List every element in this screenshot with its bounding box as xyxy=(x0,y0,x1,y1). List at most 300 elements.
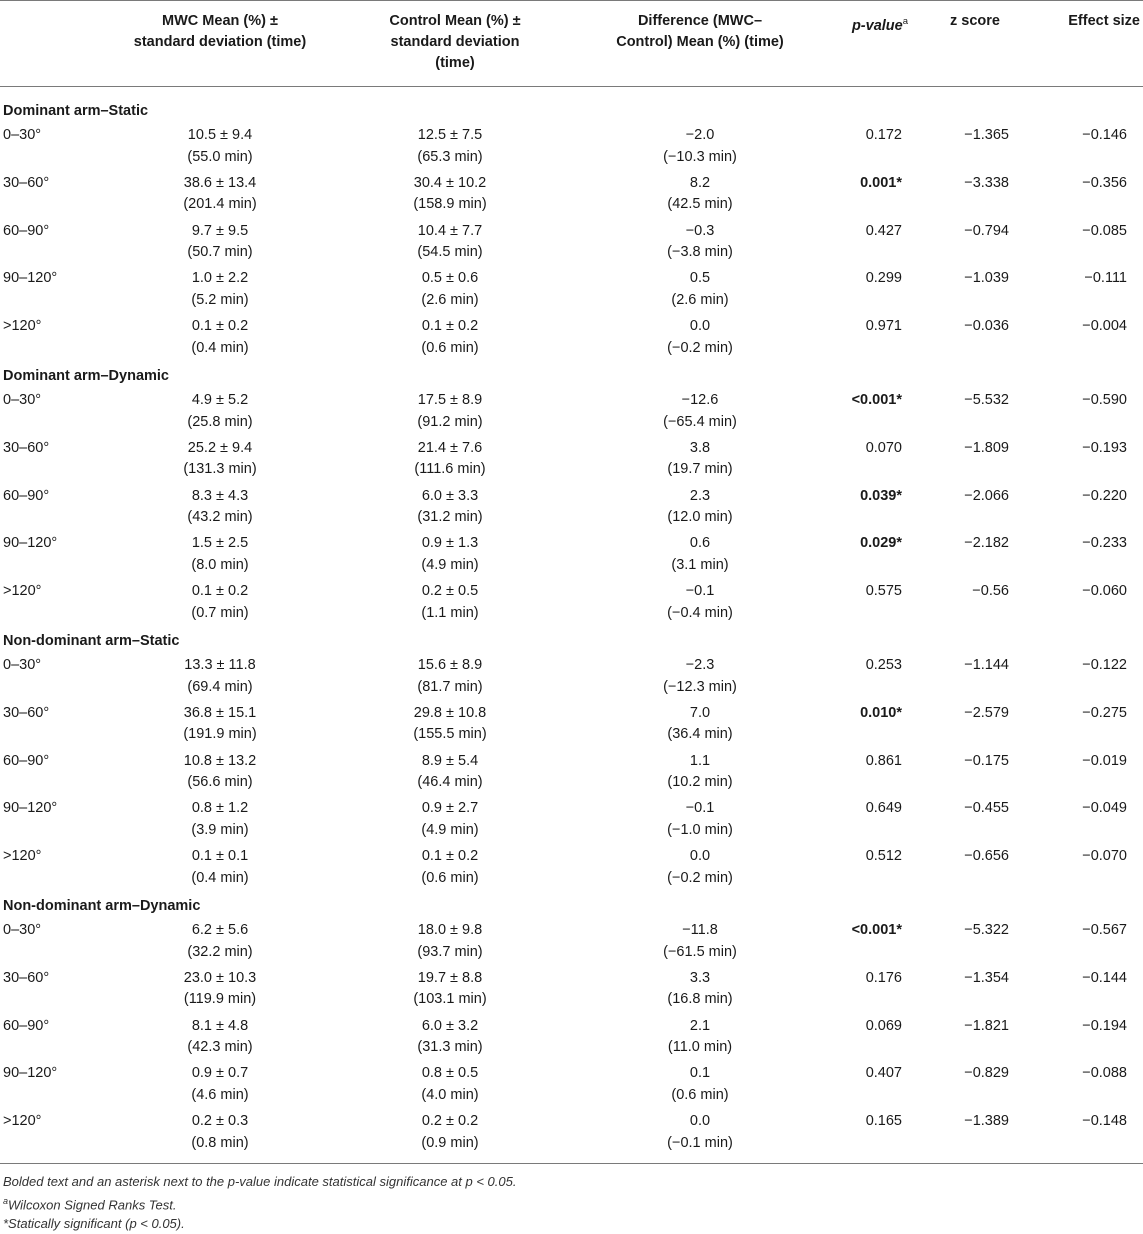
mwc-cell xyxy=(130,1063,310,1106)
difference-cell xyxy=(600,846,800,889)
header-rule xyxy=(0,86,1143,87)
z-score: −1.354 xyxy=(964,969,1009,986)
effect-size: −0.070 xyxy=(1082,848,1127,865)
z-score: −1.144 xyxy=(964,657,1009,673)
control-cell xyxy=(360,221,540,264)
footnote-a-mark: a xyxy=(3,1195,9,1206)
mwc-cell xyxy=(130,221,310,264)
footnote-a xyxy=(3,1192,516,1215)
angle-range-label: >120° xyxy=(3,848,42,865)
z-score: −5.532 xyxy=(964,392,1009,408)
header-pvalue-label: p-value xyxy=(851,17,903,34)
control-cell xyxy=(360,268,540,311)
control-cell xyxy=(360,438,540,481)
header-effect-size: Effect size xyxy=(1068,13,1140,29)
difference-mean: −0.1 xyxy=(685,583,715,600)
mwc-time: (5.2 min) xyxy=(191,291,249,308)
control-cell xyxy=(360,581,540,624)
z-score: −1.039 xyxy=(964,270,1009,287)
p-value: 0.001* xyxy=(860,174,902,191)
table-row xyxy=(0,968,1143,1016)
z-score: −2.182 xyxy=(964,535,1009,552)
mwc-time: (56.6 min) xyxy=(187,774,253,791)
control-time: (2.6 min) xyxy=(421,291,479,308)
mwc-cell xyxy=(130,390,310,433)
difference-cell xyxy=(600,703,800,746)
control-mean: 19.7 ± 8.8 xyxy=(417,969,483,986)
control-mean: 0.9 ± 1.3 xyxy=(421,535,479,552)
difference-mean: −2.3 xyxy=(685,657,715,673)
z-score: −5.322 xyxy=(964,922,1009,938)
z-score: −0.455 xyxy=(964,800,1009,817)
effect-size: −0.220 xyxy=(1082,487,1127,504)
z-score: −2.066 xyxy=(964,487,1009,504)
table-row xyxy=(0,655,1143,703)
mwc-mean: 38.6 ± 13.4 xyxy=(183,174,257,191)
effect-size: −0.019 xyxy=(1082,752,1127,769)
mwc-time: (0.4 min) xyxy=(191,869,249,886)
difference-time: (−61.5 min) xyxy=(663,943,737,960)
angle-range-label: 0–30° xyxy=(3,922,42,938)
effect-size: −0.233 xyxy=(1082,535,1127,552)
table-row xyxy=(0,1016,1143,1064)
difference-cell xyxy=(600,533,800,576)
difference-time: (42.5 min) xyxy=(667,196,733,213)
mwc-cell xyxy=(130,920,310,963)
table-row xyxy=(0,581,1143,629)
difference-time: (19.7 min) xyxy=(667,461,733,478)
difference-time: (−10.3 min) xyxy=(663,148,737,165)
p-value: 0.172 xyxy=(865,127,902,143)
difference-time: (2.6 min) xyxy=(671,291,729,308)
difference-mean: 2.1 xyxy=(689,1017,711,1034)
header-difference: Difference (MWC–Control) Mean (%) (time) xyxy=(616,13,784,50)
mwc-mean: 8.1 ± 4.8 xyxy=(191,1017,249,1034)
mwc-time: (69.4 min) xyxy=(187,678,253,695)
section-title: Dominant arm–Dynamic xyxy=(3,368,169,384)
mwc-time: (50.7 min) xyxy=(187,244,253,261)
difference-mean: −12.6 xyxy=(681,392,719,408)
z-score: −0.036 xyxy=(964,318,1009,335)
mwc-mean: 0.1 ± 0.2 xyxy=(191,583,249,600)
effect-size: −0.060 xyxy=(1082,583,1127,600)
mwc-mean: 0.9 ± 0.7 xyxy=(191,1065,249,1082)
effect-size: −0.122 xyxy=(1082,657,1127,673)
mwc-cell xyxy=(130,798,310,841)
control-cell xyxy=(360,798,540,841)
difference-mean: 0.0 xyxy=(689,1113,711,1130)
control-cell xyxy=(360,968,540,1011)
z-score: −0.175 xyxy=(964,752,1009,769)
table-row xyxy=(0,390,1143,438)
difference-time: (11.0 min) xyxy=(667,1039,733,1056)
section-title: Non-dominant arm–Static xyxy=(3,633,180,649)
control-mean: 0.9 ± 2.7 xyxy=(421,800,479,817)
mwc-time: (55.0 min) xyxy=(187,148,253,165)
difference-cell xyxy=(600,438,800,481)
effect-size: −0.193 xyxy=(1082,439,1127,456)
effect-size: −0.356 xyxy=(1082,174,1127,191)
mwc-mean: 8.3 ± 4.3 xyxy=(191,487,249,504)
mwc-time: (8.0 min) xyxy=(191,556,249,573)
table-row xyxy=(0,920,1143,968)
mwc-cell xyxy=(130,486,310,529)
difference-mean: 3.3 xyxy=(689,969,711,986)
difference-mean: 0.0 xyxy=(689,848,711,865)
mwc-time: (32.2 min) xyxy=(187,943,253,960)
difference-mean: 0.6 xyxy=(689,535,711,552)
angle-range-label: 60–90° xyxy=(3,222,50,239)
mwc-mean: 1.0 ± 2.2 xyxy=(191,270,249,287)
control-mean: 0.2 ± 0.2 xyxy=(421,1113,479,1130)
control-time: (91.2 min) xyxy=(417,413,483,430)
z-score: −0.829 xyxy=(964,1065,1009,1082)
p-value: 0.299 xyxy=(865,270,902,287)
difference-cell xyxy=(600,581,800,624)
control-mean: 29.8 ± 10.8 xyxy=(413,704,487,721)
table-row xyxy=(0,533,1143,581)
mwc-mean: 0.1 ± 0.2 xyxy=(191,318,249,335)
effect-size: −0.088 xyxy=(1082,1065,1127,1082)
header-control: Control Mean (%) ± standard deviation (time) xyxy=(389,13,521,71)
mwc-mean: 13.3 ± 11.8 xyxy=(184,657,256,673)
difference-mean: −11.8 xyxy=(682,922,718,938)
angle-range-label: 30–60° xyxy=(3,969,50,986)
table-row xyxy=(0,125,1143,173)
p-value: 0.070 xyxy=(865,439,902,456)
mwc-cell xyxy=(130,533,310,576)
table-row xyxy=(0,798,1143,846)
p-value: 0.039* xyxy=(860,487,902,504)
control-cell xyxy=(360,1111,540,1154)
control-mean: 8.9 ± 5.4 xyxy=(421,752,479,769)
difference-cell xyxy=(600,655,800,698)
control-time: (54.5 min) xyxy=(417,244,483,261)
control-cell xyxy=(360,703,540,746)
control-mean: 17.5 ± 8.9 xyxy=(417,392,483,408)
effect-size: −0.148 xyxy=(1082,1113,1127,1130)
difference-time: (−0.4 min) xyxy=(667,604,733,621)
difference-time: (36.4 min) xyxy=(667,726,733,743)
mwc-time: (0.8 min) xyxy=(191,1134,249,1151)
control-mean: 12.5 ± 7.5 xyxy=(417,127,483,143)
control-cell xyxy=(360,486,540,529)
control-cell xyxy=(360,920,540,963)
control-cell xyxy=(360,390,540,433)
p-value: 0.861 xyxy=(865,752,902,769)
table-row xyxy=(0,316,1143,364)
angle-range-label: >120° xyxy=(3,1113,42,1130)
control-time: (4.9 min) xyxy=(421,821,479,838)
mwc-mean: 6.2 ± 5.6 xyxy=(191,922,249,938)
mwc-cell xyxy=(130,751,310,794)
section-title: Dominant arm–Static xyxy=(3,103,149,119)
footnote-bold: Bolded text and an asterisk next to the p-value indicate statistical significance at p < 0.05. xyxy=(3,1174,517,1189)
top-rule xyxy=(0,0,1143,1)
mwc-cell xyxy=(130,125,310,168)
effect-size: −0.111 xyxy=(1084,270,1127,287)
mwc-cell xyxy=(130,655,310,698)
control-time: (81.7 min) xyxy=(417,678,483,695)
difference-time: (10.2 min) xyxy=(667,774,733,791)
p-value: 0.649 xyxy=(865,800,902,817)
difference-time: (−3.8 min) xyxy=(667,244,733,261)
mwc-mean: 4.9 ± 5.2 xyxy=(191,392,249,408)
table-row xyxy=(0,751,1143,799)
control-mean: 6.0 ± 3.3 xyxy=(421,487,479,504)
mwc-cell xyxy=(130,268,310,311)
angle-range-label: 90–120° xyxy=(3,270,58,287)
p-value: 0.176 xyxy=(865,969,902,986)
p-value: <0.001* xyxy=(851,392,902,408)
footnote-star: *Statically significant (p < 0.05). xyxy=(3,1216,185,1232)
difference-cell xyxy=(600,390,800,433)
mwc-time: (4.6 min) xyxy=(191,1086,249,1103)
mwc-cell xyxy=(130,1111,310,1154)
control-time: (155.5 min) xyxy=(413,726,487,743)
control-mean: 0.1 ± 0.2 xyxy=(421,318,479,335)
p-value: 0.427 xyxy=(865,222,902,239)
p-value: 0.069 xyxy=(865,1017,902,1034)
table-row xyxy=(0,173,1143,221)
difference-cell xyxy=(600,486,800,529)
mwc-time: (201.4 min) xyxy=(183,196,257,213)
control-time: (1.1 min) xyxy=(421,604,479,621)
angle-range-label: 60–90° xyxy=(3,487,50,504)
difference-time: (−0.2 min) xyxy=(667,339,733,356)
effect-size: −0.146 xyxy=(1082,127,1127,143)
control-cell xyxy=(360,1016,540,1059)
difference-cell xyxy=(600,316,800,359)
mwc-time: (25.8 min) xyxy=(187,413,253,430)
z-score: −0.656 xyxy=(964,848,1009,865)
effect-size: −0.085 xyxy=(1082,222,1127,239)
effect-size: −0.567 xyxy=(1082,922,1127,938)
z-score: −2.579 xyxy=(964,704,1009,721)
angle-range-label: >120° xyxy=(3,583,42,600)
mwc-cell xyxy=(130,581,310,624)
control-mean: 30.4 ± 10.2 xyxy=(413,174,487,191)
difference-time: (12.0 min) xyxy=(667,509,733,526)
control-cell xyxy=(360,533,540,576)
effect-size: −0.194 xyxy=(1082,1017,1127,1034)
p-value: 0.165 xyxy=(865,1113,902,1130)
difference-cell xyxy=(600,221,800,264)
control-time: (4.0 min) xyxy=(421,1086,479,1103)
z-score: −1.389 xyxy=(964,1113,1009,1130)
difference-mean: 3.8 xyxy=(689,439,711,456)
control-time: (46.4 min) xyxy=(417,774,483,791)
table-row xyxy=(0,438,1143,486)
difference-time: (−0.2 min) xyxy=(667,869,733,886)
control-time: (111.6 min) xyxy=(414,461,486,478)
difference-mean: −2.0 xyxy=(685,127,715,143)
mwc-time: (0.4 min) xyxy=(191,339,249,356)
mwc-mean: 10.5 ± 9.4 xyxy=(187,127,253,143)
difference-time: (−1.0 min) xyxy=(667,821,733,838)
table-row xyxy=(0,486,1143,534)
control-mean: 0.1 ± 0.2 xyxy=(421,848,479,865)
mwc-mean: 9.7 ± 9.5 xyxy=(191,222,249,239)
p-value: 0.407 xyxy=(865,1065,902,1082)
control-cell xyxy=(360,173,540,216)
difference-cell xyxy=(600,1111,800,1154)
mwc-cell xyxy=(130,968,310,1011)
control-time: (31.2 min) xyxy=(417,509,483,526)
difference-cell xyxy=(600,125,800,168)
header-pvalue xyxy=(812,11,908,37)
angle-range-label: 30–60° xyxy=(3,704,50,721)
difference-time: (−65.4 min) xyxy=(663,413,737,430)
difference-mean: 2.3 xyxy=(689,487,711,504)
mwc-time: (43.2 min) xyxy=(187,509,253,526)
mwc-time: (42.3 min) xyxy=(187,1039,253,1056)
difference-time: (−12.3 min) xyxy=(663,678,737,695)
table-row xyxy=(0,221,1143,269)
mwc-mean: 25.2 ± 9.4 xyxy=(187,439,253,456)
control-time: (103.1 min) xyxy=(413,991,487,1008)
angle-range-label: 60–90° xyxy=(3,1017,50,1034)
mwc-mean: 0.1 ± 0.1 xyxy=(191,848,249,865)
control-cell xyxy=(360,316,540,359)
p-value: 0.512 xyxy=(865,848,902,865)
angle-range-label: 60–90° xyxy=(3,752,50,769)
z-score: −1.821 xyxy=(964,1017,1009,1034)
control-cell xyxy=(360,1063,540,1106)
difference-mean: 8.2 xyxy=(689,174,711,191)
control-mean: 0.8 ± 0.5 xyxy=(421,1065,479,1082)
p-value: 0.010* xyxy=(860,704,902,721)
p-value: 0.029* xyxy=(860,535,902,552)
table-row xyxy=(0,703,1143,751)
effect-size: −0.590 xyxy=(1082,392,1127,408)
control-time: (0.6 min) xyxy=(421,869,479,886)
angle-range-label: 0–30° xyxy=(3,657,42,673)
difference-time: (0.6 min) xyxy=(671,1086,729,1103)
effect-size: −0.275 xyxy=(1082,704,1127,721)
difference-cell xyxy=(600,751,800,794)
control-time: (4.9 min) xyxy=(421,556,479,573)
control-mean: 15.6 ± 8.9 xyxy=(417,657,483,673)
mwc-mean: 0.8 ± 1.2 xyxy=(191,800,249,817)
difference-mean: 7.0 xyxy=(689,704,711,721)
p-value: <0.001* xyxy=(851,922,902,938)
mwc-mean: 10.8 ± 13.2 xyxy=(183,752,257,769)
z-score: −1.809 xyxy=(964,439,1009,456)
mwc-cell xyxy=(130,173,310,216)
control-cell xyxy=(360,655,540,698)
mwc-cell xyxy=(130,438,310,481)
mwc-cell xyxy=(130,1016,310,1059)
table-row xyxy=(0,1111,1143,1159)
control-mean: 10.4 ± 7.7 xyxy=(417,222,483,239)
difference-cell xyxy=(600,1016,800,1059)
footnote-a-text: Wilcoxon Signed Ranks Test. xyxy=(8,1196,177,1212)
mwc-cell xyxy=(130,846,310,889)
difference-mean: −0.3 xyxy=(685,222,715,239)
angle-range-label: 0–30° xyxy=(3,127,42,143)
header-zscore: z score xyxy=(950,13,1000,29)
table-row xyxy=(0,846,1143,894)
difference-mean: −0.1 xyxy=(685,800,715,817)
header-mwc: MWC Mean (%) ± standard deviation (time) xyxy=(133,13,307,50)
mwc-mean: 0.2 ± 0.3 xyxy=(191,1113,249,1130)
angle-range-label: 90–120° xyxy=(3,800,58,817)
z-score: −0.794 xyxy=(964,222,1009,239)
z-score: −3.338 xyxy=(964,174,1009,191)
effect-size: −0.144 xyxy=(1082,969,1127,986)
table-row xyxy=(0,268,1143,316)
difference-time: (16.8 min) xyxy=(667,991,733,1008)
p-value: 0.575 xyxy=(865,583,902,600)
control-time: (93.7 min) xyxy=(417,943,483,960)
control-time: (0.6 min) xyxy=(421,339,479,356)
p-value: 0.971 xyxy=(865,318,902,335)
header-pvalue-sup: a xyxy=(902,16,908,27)
table-row xyxy=(0,1063,1143,1111)
mwc-time: (3.9 min) xyxy=(191,821,249,838)
difference-mean: 0.1 xyxy=(689,1065,711,1082)
difference-mean: 1.1 xyxy=(689,752,711,769)
difference-time: (−0.1 min) xyxy=(667,1134,733,1151)
bottom-rule xyxy=(0,1163,1143,1164)
control-mean: 0.5 ± 0.6 xyxy=(421,270,479,287)
angle-range-label: >120° xyxy=(3,318,42,335)
difference-mean: 0.5 xyxy=(689,270,711,287)
z-score: −1.365 xyxy=(964,127,1009,143)
difference-cell xyxy=(600,173,800,216)
mwc-time: (131.3 min) xyxy=(183,461,257,478)
mwc-cell xyxy=(130,703,310,746)
mwc-time: (191.9 min) xyxy=(183,726,257,743)
mwc-cell xyxy=(130,316,310,359)
section-title: Non-dominant arm–Dynamic xyxy=(3,898,201,914)
control-cell xyxy=(360,846,540,889)
p-value: 0.253 xyxy=(865,657,902,673)
mwc-mean: 36.8 ± 15.1 xyxy=(183,704,257,721)
difference-cell xyxy=(600,968,800,1011)
control-cell xyxy=(360,751,540,794)
difference-mean: 0.0 xyxy=(689,318,711,335)
effect-size: −0.004 xyxy=(1082,318,1127,335)
control-time: (65.3 min) xyxy=(417,148,483,165)
mwc-time: (0.7 min) xyxy=(191,604,249,621)
mwc-mean: 23.0 ± 10.3 xyxy=(183,969,257,986)
angle-range-label: 30–60° xyxy=(3,174,50,191)
control-time: (0.9 min) xyxy=(421,1134,479,1151)
difference-time: (3.1 min) xyxy=(671,556,729,573)
difference-cell xyxy=(600,920,800,963)
angle-range-label: 30–60° xyxy=(3,439,50,456)
control-mean: 0.2 ± 0.5 xyxy=(421,583,479,600)
mwc-time: (119.9 min) xyxy=(183,991,257,1008)
control-mean: 6.0 ± 3.2 xyxy=(421,1017,479,1034)
angle-range-label: 0–30° xyxy=(3,392,42,408)
control-mean: 21.4 ± 7.6 xyxy=(417,439,483,456)
z-score: −0.56 xyxy=(972,583,1009,600)
control-time: (158.9 min) xyxy=(413,196,487,213)
angle-range-label: 90–120° xyxy=(3,535,58,552)
difference-cell xyxy=(600,268,800,311)
difference-cell xyxy=(600,798,800,841)
angle-range-label: 90–120° xyxy=(3,1065,58,1082)
control-mean: 18.0 ± 9.8 xyxy=(417,922,483,938)
table-footnotes xyxy=(3,1172,516,1234)
difference-cell xyxy=(600,1063,800,1106)
control-cell xyxy=(360,125,540,168)
mwc-mean: 1.5 ± 2.5 xyxy=(191,535,249,552)
effect-size: −0.049 xyxy=(1082,800,1127,817)
